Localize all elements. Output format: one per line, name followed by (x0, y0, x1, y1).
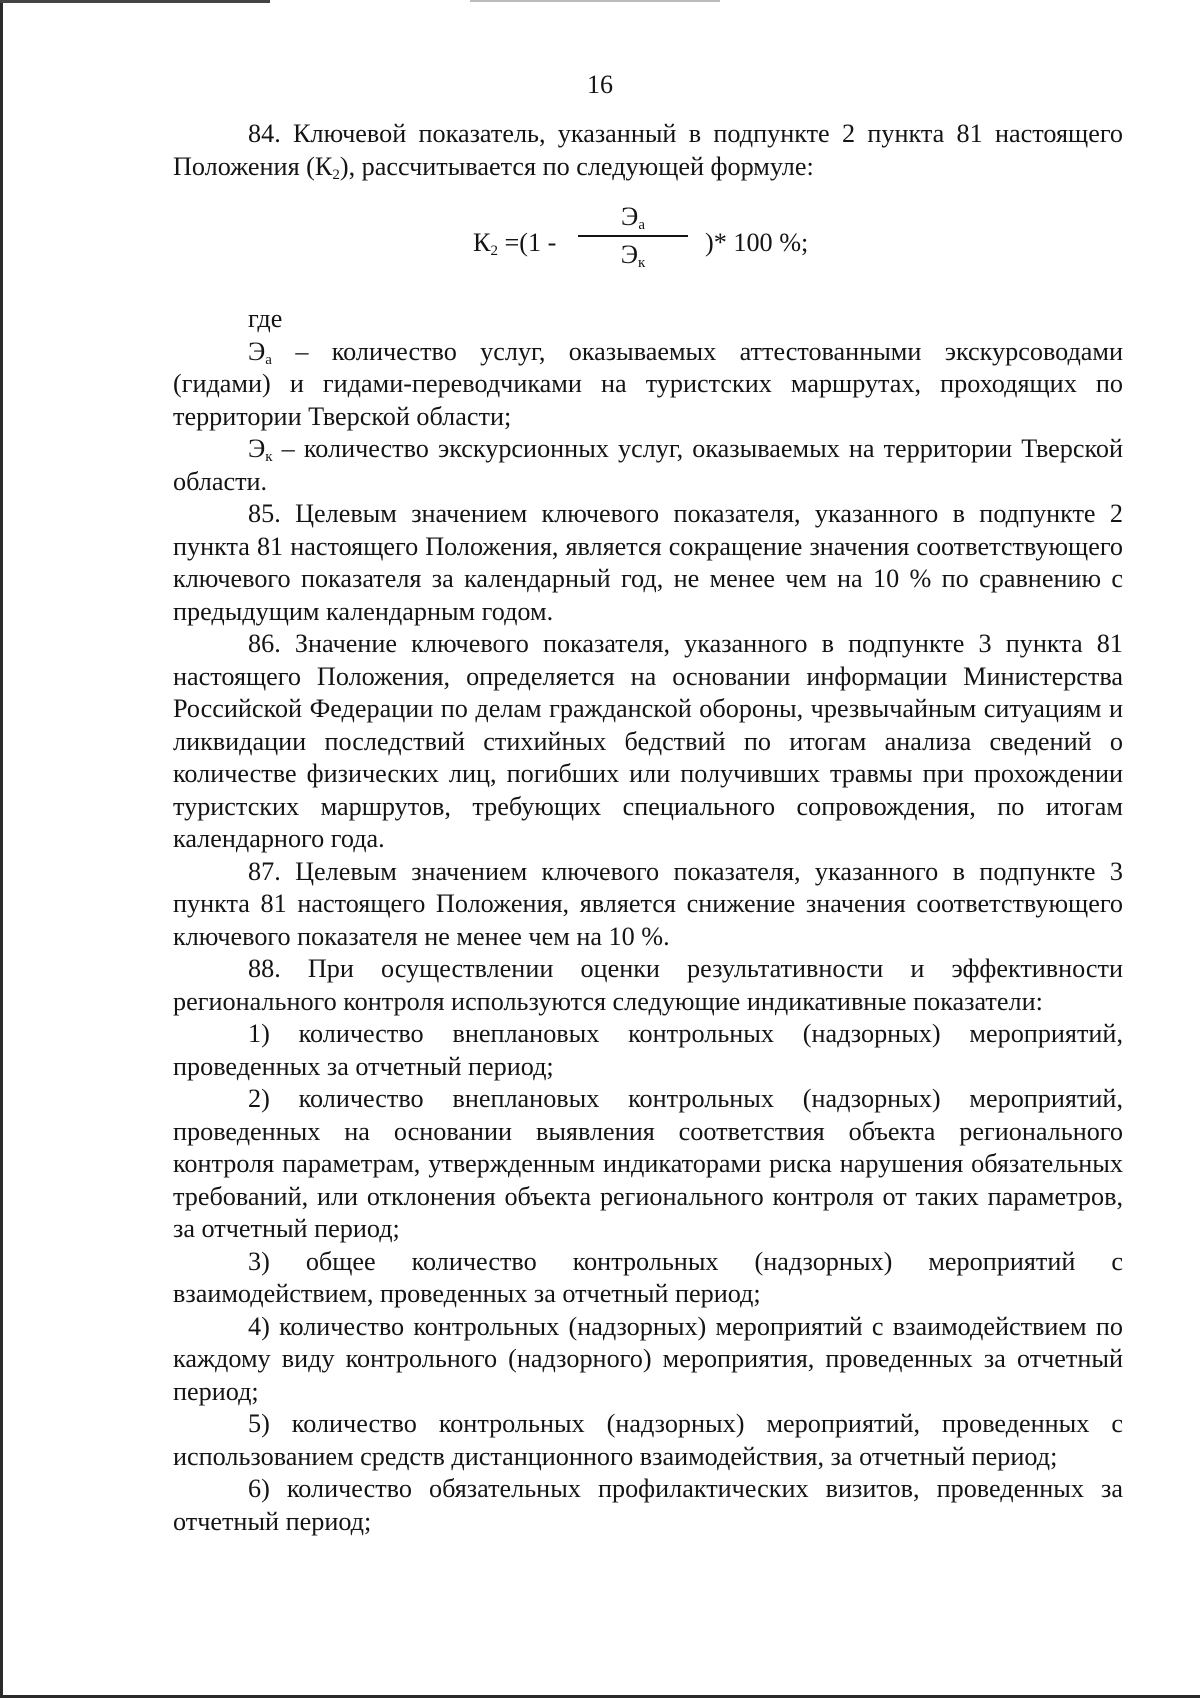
definition-ea-text: – количество услуг, оказываемых аттестованными экскурсоводами (гидами) и гидами-переводчиками на туристских маршрутах, проходящих по территории Тверской области; (173, 336, 1123, 431)
numerator-symbol: Э (621, 202, 639, 231)
denominator-subscript: к (638, 255, 646, 271)
scan-edge-left (0, 0, 3, 1698)
formula-lhs-subscript: 2 (490, 243, 498, 259)
definition-ek-subscript: к (265, 449, 273, 465)
formula-lhs-rest: =(1 - (497, 228, 557, 257)
paragraph-84-text: 84. Ключевой показатель, указанный в подпункте 2 пункта 81 настоящего Положения (К (173, 119, 1123, 181)
list-item: 2) количество внеплановых контрольных (надзорных) мероприятий, проведенных на основании выявления соответствия объекта регионального контроля параметрам, утвержденным индикаторами риска нарушения обязательных требований, или отклонения объекта регионального контроля от таких параметров, за отчетный период; (173, 1084, 1123, 1243)
paragraph-87: 87. Целевым значением ключевого показателя, указанного в подпункте 3 пункта 81 настоящего Положения, является снижение значения соответствующего ключевого показателя не менее чем на 10 %. (173, 856, 1123, 951)
paragraph-86: 86. Значение ключевого показателя, указанного в подпункте 3 пункта 81 настоящего Положения, определяется на основании информации Министерства Российской Федерации по делам гражданской обороны, чрезвычайным ситуациям и ликвидации последствий стихийных бедствий по итогам анализа сведений о количестве физических лиц, погибших или получивших травмы при прохождении туристских маршрутов, требующих специального сопровождения, по итогам календарного года. (173, 629, 1123, 853)
definition-ek-text: – количество экскурсионных услуг, оказываемых на территории Тверской области. (173, 434, 1123, 496)
formula-numerator (578, 201, 688, 233)
paragraph-84-tail: ), рассчитывается по следующей формуле: (339, 151, 814, 181)
list-item: 3) общее количество контрольных (надзорных) мероприятий с взаимодействием, проведенных за отчетный период; (173, 1246, 1123, 1308)
list-item: 5) количество контрольных (надзорных) мероприятий, проведенных с использованием средств дистанционного взаимодействия, за отчетный период; (173, 1409, 1123, 1471)
scan-edge-top (0, 0, 270, 3)
list-item: 4) количество контрольных (надзорных) мероприятий с взаимодействием по каждому виду контрольного (надзорного) мероприятия, проведенных за отчетный период; (173, 1311, 1123, 1406)
definition-ek (173, 433, 1123, 498)
formula-lhs (473, 227, 556, 260)
where-label: где (248, 304, 283, 333)
page-number: 16 (587, 70, 613, 99)
formula-rhs: )* 100 %; (705, 228, 809, 257)
definition-ea (173, 336, 1123, 434)
denominator-symbol: Э (620, 240, 638, 269)
definition-ek-symbol: Э (248, 434, 266, 463)
fraction-bar (578, 235, 688, 237)
definition-ea-subscript: а (265, 351, 272, 368)
document-body (173, 118, 1123, 1538)
formula-fraction (578, 201, 688, 271)
scan-edge-top-faint (470, 0, 720, 2)
formula-lhs-symbol: К (473, 228, 491, 257)
paragraph-84 (173, 118, 1123, 183)
paragraph-88: 88. При осуществлении оценки результативности и эффективности регионального контроля используются следующие индикативные показатели: (173, 954, 1123, 1016)
paragraph-85: 85. Целевым значением ключевого показателя, указанного в подпункте 2 пункта 81 настоящего Положения, является сокращение значения соответствующего ключевого показателя за календарный год, не менее чем на 10 % по сравнению с предыдущим календарным годом. (173, 499, 1123, 626)
formula-k2 (173, 183, 1123, 303)
definition-ea-symbol: Э (248, 336, 266, 366)
formula-denominator (578, 239, 688, 271)
list-item: 6) количество обязательных профилактических визитов, проведенных за отчетный период; (173, 1474, 1123, 1536)
paragraph-84-subscript: 2 (332, 166, 340, 183)
list-item: 1) количество внеплановых контрольных (надзорных) мероприятий, проведенных за отчетный период; (173, 1019, 1123, 1081)
numerator-subscript: а (638, 217, 645, 233)
